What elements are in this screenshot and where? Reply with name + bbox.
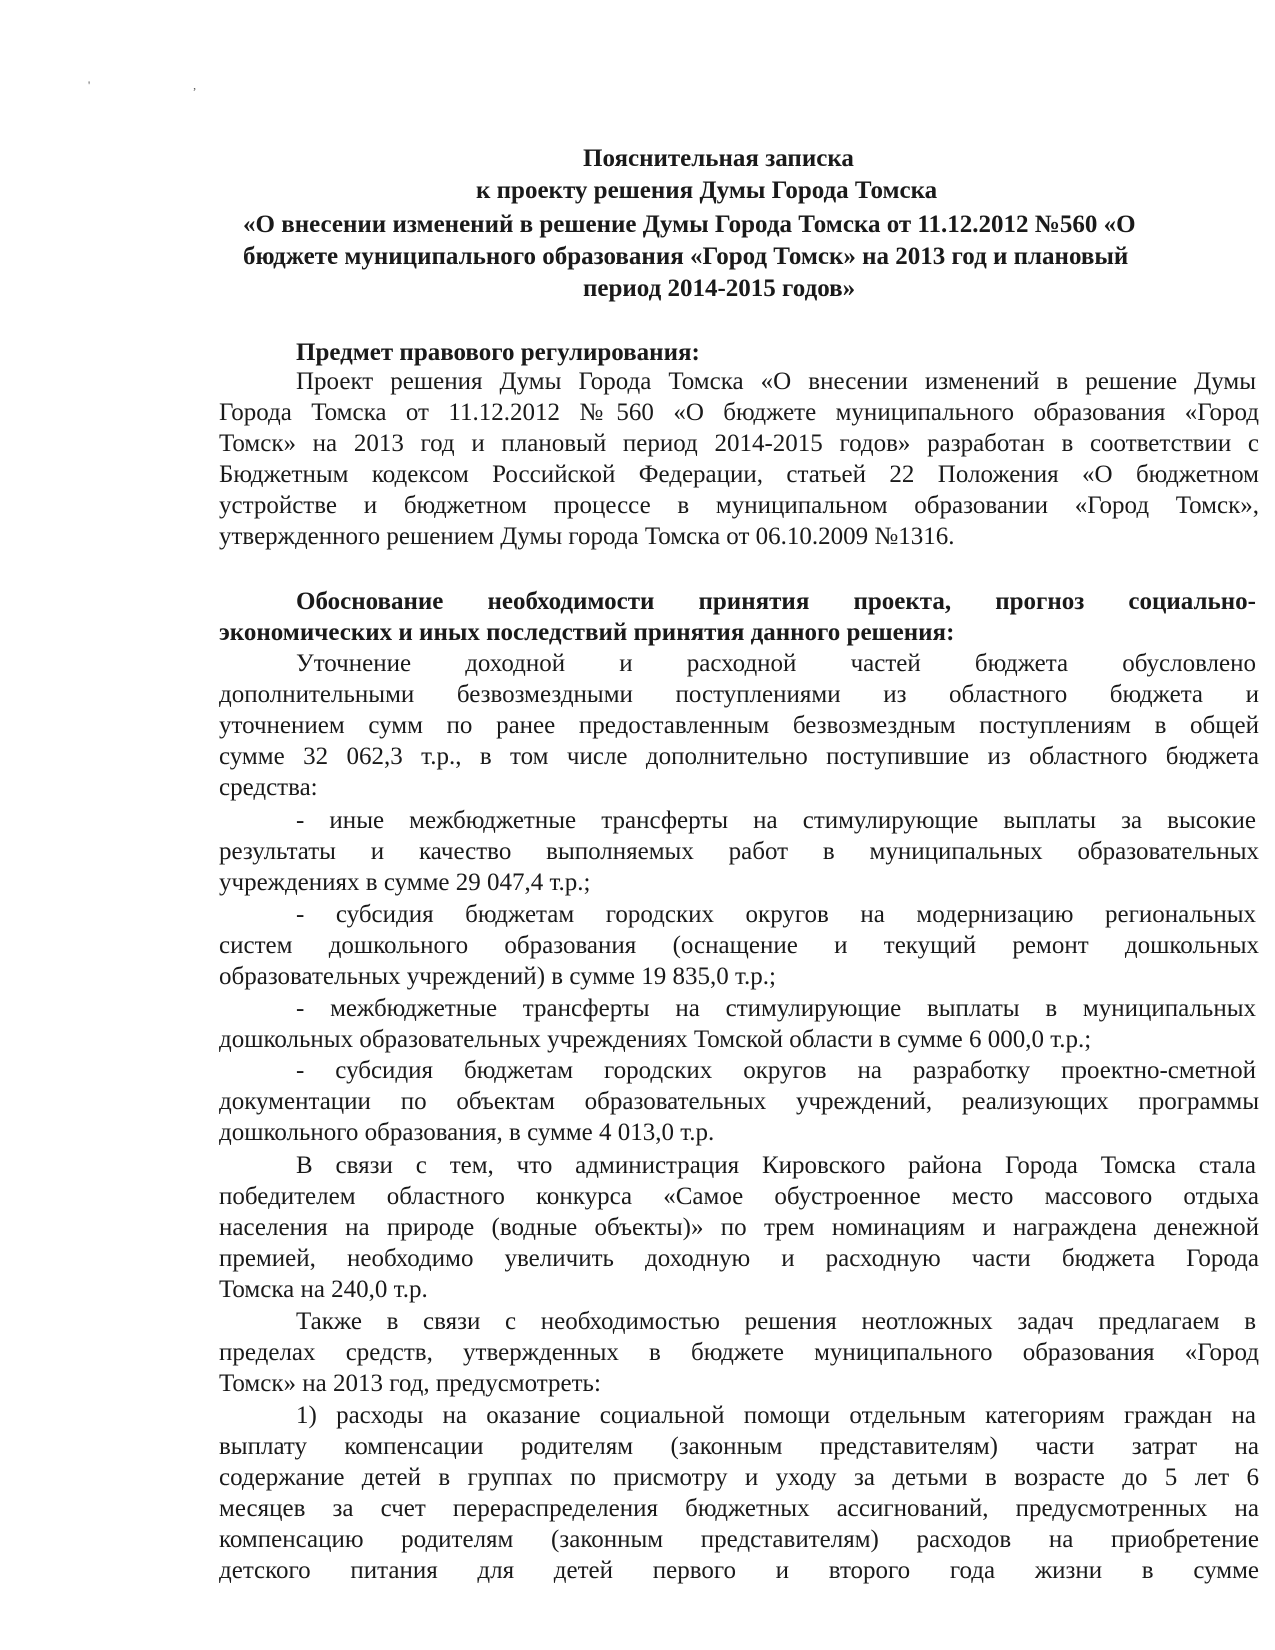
list-item: систем дошкольного образования (оснащение и текущий ремонт дошкольных xyxy=(219,932,1259,959)
paragraph-line: Томска на 240,0 т.р. xyxy=(219,1276,428,1303)
paragraph-line: В связи с тем, что администрация Кировского района Города Томска стала xyxy=(296,1152,1256,1179)
paragraph-line: премией, необходимо увеличить доходную и расходную части бюджета Города xyxy=(219,1245,1259,1272)
section-heading-justification-cont: экономических и иных последствий принятия данного решения: xyxy=(219,619,955,646)
paragraph-line: пределах средств, утвержденных в бюджете муниципального образования «Город xyxy=(219,1339,1259,1366)
list-item: - межбюджетные трансферты на стимулирующие выплаты в муниципальных xyxy=(296,995,1256,1022)
list-item: дошкольного образования, в сумме 4 013,0 т.р. xyxy=(219,1119,715,1146)
paragraph-line: сумме 32 062,3 т.р., в том числе дополнительно поступившие из областного бюджета xyxy=(219,743,1259,770)
list-item: документации по объектам образовательных учреждений, реализующих программы xyxy=(219,1088,1259,1115)
paragraph-line: Также в связи с необходимостью решения неотложных задач предлагаем в xyxy=(296,1308,1256,1335)
paragraph-line: дополнительными безвозмездными поступлениями из областного бюджета и xyxy=(219,681,1259,708)
doc-subject-line-1: «О внесении изменений в решение Думы Города Томска от 11.12.2012 №560 «О xyxy=(243,211,1136,238)
list-item: результаты и качество выполняемых работ в муниципальных образовательных xyxy=(219,838,1259,865)
list-item: компенсацию родителям (законным представителям) расходов на приобретение xyxy=(219,1526,1259,1553)
section-heading-regulation: Предмет правового регулирования: xyxy=(296,339,700,366)
paragraph-line: Томск» на 2013 год, предусмотреть: xyxy=(219,1370,601,1397)
paragraph-line: устройстве и бюджетном процессе в муниципальном образовании «Город Томск», xyxy=(219,492,1259,519)
paragraph-line: уточнением сумм по ранее предоставленным безвозмездным поступлениям в общей xyxy=(219,712,1259,739)
list-item: выплату компенсации родителям (законным представителям) части затрат на xyxy=(219,1433,1259,1460)
paragraph-line: Уточнение доходной и расходной частей бюджета обусловлено xyxy=(296,650,1256,677)
list-item: - субсидия бюджетам городских округов на модернизацию региональных xyxy=(296,901,1256,928)
list-item: - иные межбюджетные трансферты на стимулирующие выплаты за высокие xyxy=(296,807,1256,834)
paragraph-line: Томск» на 2013 год и плановый период 2014-2015 годов» разработан в соответствии с xyxy=(219,430,1259,457)
paragraph-line: средства: xyxy=(219,774,318,801)
list-item: - субсидия бюджетам городских округов на разработку проектно-сметной xyxy=(296,1057,1256,1084)
list-item: учреждениях в сумме 29 047,4 т.р.; xyxy=(219,869,591,896)
scan-marks: ' , xyxy=(88,78,247,92)
list-item: детского питания для детей первого и второго года жизни в сумме xyxy=(219,1558,1259,1584)
paragraph-line: Проект решения Думы Города Томска «О внесении изменений в решение Думы xyxy=(296,368,1256,395)
doc-subject-line-2: бюджете муниципального образования «Город Томск» на 2013 год и плановый xyxy=(243,243,1129,270)
list-item: 1) расходы на оказание социальной помощи отдельным категориям граждан на xyxy=(296,1402,1256,1429)
doc-subtitle: к проекту решения Думы Города Томска xyxy=(476,177,938,204)
paragraph-line: Бюджетным кодексом Российской Федерации, статьей 22 Положения «О бюджетном xyxy=(219,461,1259,488)
paragraph-line: населения на природе (водные объекты)» по трем номинациям и награждена денежной xyxy=(219,1214,1259,1241)
list-item: образовательных учреждений) в сумме 19 835,0 т.р.; xyxy=(219,963,776,990)
list-item: содержание детей в группах по присмотру и уходу за детьми в возрасте до 5 лет 6 xyxy=(219,1464,1259,1491)
paragraph-line: Города Томска от 11.12.2012 №560 «О бюджете муниципального образования «Город xyxy=(219,399,1259,426)
section-heading-justification: Обоснование необходимости принятия проекта, прогноз социально- xyxy=(296,588,1256,615)
list-item: месяцев за счет перераспределения бюджетных ассигнований, предусмотренных на xyxy=(219,1495,1259,1522)
paragraph-line: утвержденного решением Думы города Томска от 06.10.2009 №1316. xyxy=(219,523,955,550)
paragraph-line: победителем областного конкурса «Самое обустроенное место массового отдыха xyxy=(219,1183,1259,1210)
doc-title: Пояснительная записка xyxy=(583,145,854,172)
list-item: дошкольных образовательных учреждениях Томской области в сумме 6 000,0 т.р.; xyxy=(219,1026,1092,1053)
doc-subject-line-3: период 2014-2015 годов» xyxy=(583,275,856,302)
